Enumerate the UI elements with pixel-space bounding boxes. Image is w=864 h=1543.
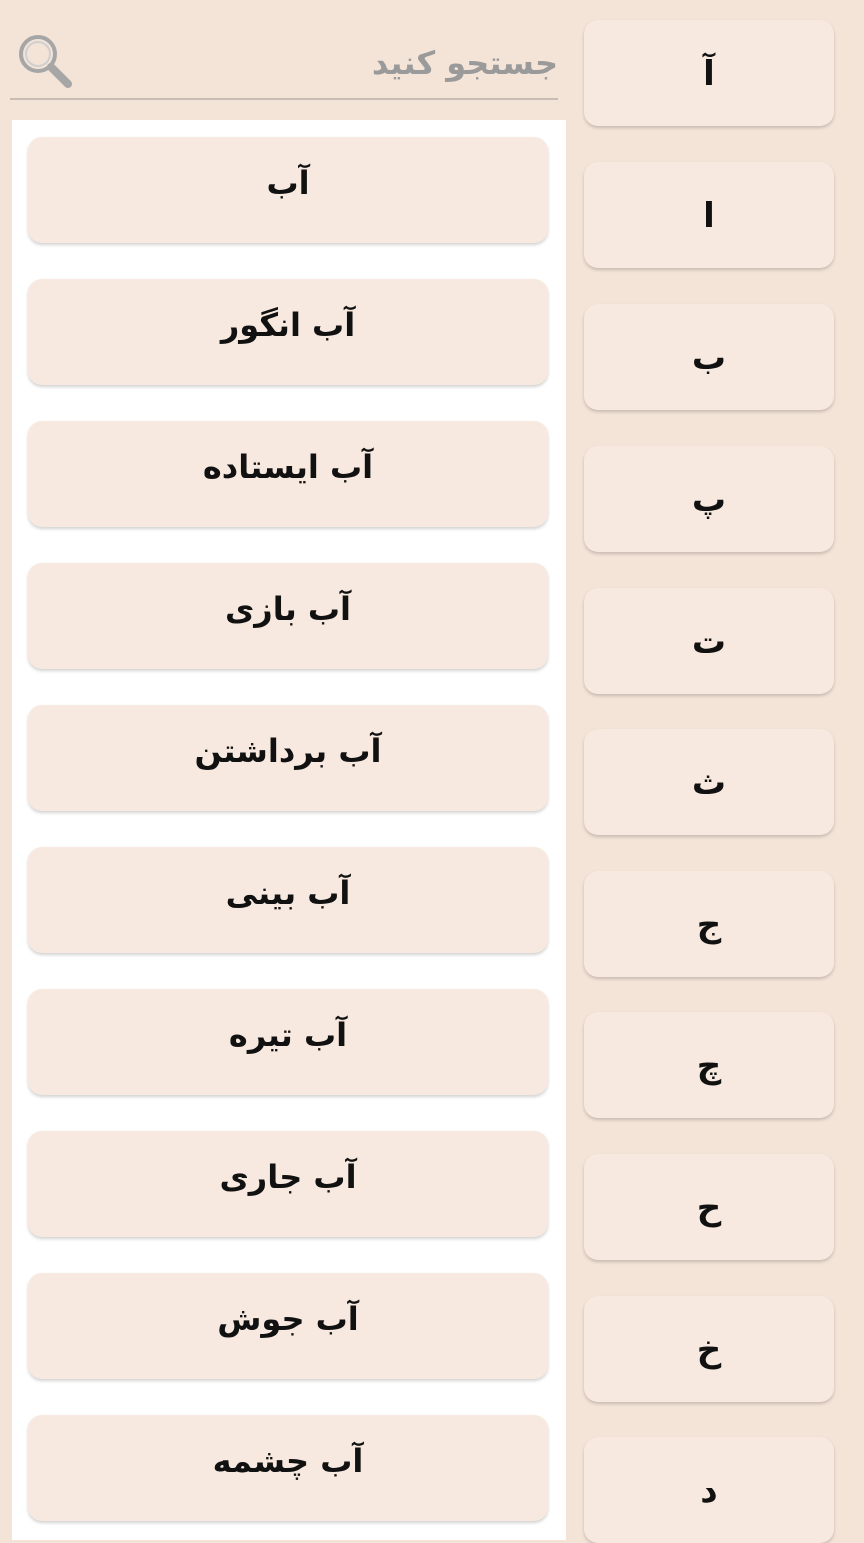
letter-button[interactable] bbox=[584, 1154, 834, 1260]
result-item[interactable] bbox=[28, 279, 548, 385]
result-label: آب انگور bbox=[220, 306, 356, 344]
letter-label: د bbox=[700, 1471, 718, 1511]
result-item[interactable] bbox=[28, 1131, 548, 1237]
letter-label: ح bbox=[696, 1188, 722, 1228]
letter-button[interactable] bbox=[584, 446, 834, 552]
letter-label: ا bbox=[703, 196, 715, 236]
letter-button[interactable] bbox=[584, 1012, 834, 1118]
letter-label: خ bbox=[696, 1330, 722, 1370]
result-label: آب جاری bbox=[219, 1158, 357, 1196]
letter-label: ث bbox=[691, 763, 727, 803]
result-label: آب بازی bbox=[224, 590, 352, 628]
result-item[interactable] bbox=[28, 137, 548, 243]
result-label: آب bbox=[266, 164, 310, 202]
letter-label: ب bbox=[691, 338, 727, 378]
search-input[interactable] bbox=[98, 32, 558, 94]
letter-button[interactable] bbox=[584, 729, 834, 835]
letter-label: ج bbox=[696, 905, 722, 945]
letter-label: ت bbox=[691, 622, 727, 662]
result-item[interactable] bbox=[28, 563, 548, 669]
letter-button[interactable] bbox=[584, 588, 834, 694]
results-list bbox=[12, 120, 566, 1540]
letter-label: چ bbox=[696, 1046, 722, 1086]
result-item[interactable] bbox=[28, 1273, 548, 1379]
result-label: آب بینی bbox=[225, 874, 351, 912]
result-label: آب برداشتن bbox=[194, 732, 382, 770]
letter-label: آ bbox=[703, 54, 715, 94]
letter-button[interactable] bbox=[584, 1437, 834, 1543]
result-label: آب تیره bbox=[228, 1016, 348, 1054]
result-item[interactable] bbox=[28, 421, 548, 527]
result-item[interactable] bbox=[28, 1415, 548, 1521]
letter-button[interactable] bbox=[584, 304, 834, 410]
letter-button[interactable] bbox=[584, 20, 834, 126]
result-label: آب چشمه bbox=[212, 1442, 364, 1480]
result-item[interactable] bbox=[28, 989, 548, 1095]
letter-button[interactable] bbox=[584, 1296, 834, 1402]
result-item[interactable] bbox=[28, 847, 548, 953]
letter-label: پ bbox=[691, 480, 727, 520]
result-label: آب جوش bbox=[217, 1300, 359, 1338]
search-icon[interactable] bbox=[16, 32, 74, 90]
letter-button[interactable] bbox=[584, 871, 834, 977]
search-bar bbox=[10, 22, 558, 100]
letter-button[interactable] bbox=[584, 162, 834, 268]
result-label: آب ایستاده bbox=[202, 448, 374, 486]
result-item[interactable] bbox=[28, 705, 548, 811]
